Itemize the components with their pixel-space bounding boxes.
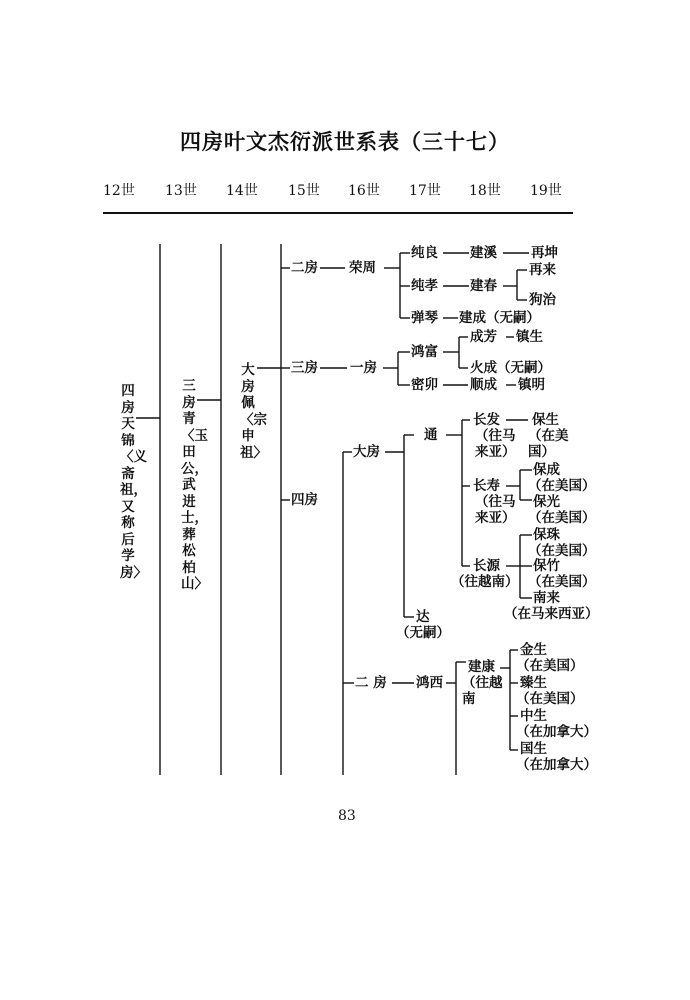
person-da: 达 xyxy=(416,609,430,625)
person-bao-guang: 保光 xyxy=(533,494,560,510)
person-zai-lai: 再来 xyxy=(529,262,556,278)
person-qing: 三房青〈玉田公，武进士，葬松柏山〉 xyxy=(181,378,208,592)
generation-header: 19世 xyxy=(530,183,562,199)
branch-si-fang: 四房 xyxy=(291,492,318,508)
person-bao-sheng: 保生 xyxy=(532,412,559,428)
person-zhen-sheng: 镇生 xyxy=(516,329,543,345)
generation-header: 17世 xyxy=(409,183,441,199)
person-zhong-sheng-note: （在加拿大） xyxy=(516,724,597,740)
generation-header: 13世 xyxy=(165,183,197,199)
person-chang-shou-note: （往马来亚） xyxy=(475,494,516,526)
person-cheng-fang: 成芳 xyxy=(470,329,497,345)
person-jian-xi: 建溪 xyxy=(470,245,497,261)
person-chang-yuan-note: （往越南） xyxy=(451,574,519,590)
person-zhen-ming: 镇明 xyxy=(518,377,545,393)
generation-header: 15世 xyxy=(288,183,320,199)
person-bao-zhu-2-note: （在美国） xyxy=(528,574,596,590)
person-jin-sheng-note: （在美国） xyxy=(516,658,584,674)
person-zai-kun: 再坤 xyxy=(531,245,558,261)
person-nan-lai: 南来 xyxy=(533,590,560,606)
person-bao-cheng-note: （在美国） xyxy=(528,478,596,494)
person-chang-shou: 长寿 xyxy=(473,478,500,494)
generation-header: 18世 xyxy=(469,183,501,199)
generation-header: 16世 xyxy=(348,183,380,199)
person-jian-kang-note: （往越南 xyxy=(462,675,503,707)
person-bao-zhu-note: （在美国） xyxy=(528,543,596,559)
person-dan-qin: 弹琴 xyxy=(411,310,438,326)
page-number: 83 xyxy=(338,808,356,824)
person-zhen-sheng-2-note: （在美国） xyxy=(516,691,584,707)
person-bao-sheng-note: （在美国） xyxy=(528,428,569,460)
person-jian-cheng: 建成（无嗣） xyxy=(459,310,540,326)
person-bao-zhu: 保珠 xyxy=(533,527,560,543)
branch-da-fang: 大房 xyxy=(353,444,380,460)
person-pei: 大房佩〈宗申祖〉 xyxy=(240,362,267,461)
person-shun-cheng: 顺成 xyxy=(470,377,497,393)
branch-san-fang: 三房 xyxy=(291,360,318,376)
person-bao-guang-note: （在美国） xyxy=(528,510,596,526)
person-mi-mao: 密卯 xyxy=(411,377,438,393)
person-jin-sheng: 金生 xyxy=(520,642,547,658)
person-guo-sheng: 国生 xyxy=(520,741,547,757)
person-da-note: （无嗣） xyxy=(396,625,450,641)
generation-header: 14世 xyxy=(226,183,258,199)
person-chun-xiao: 纯孝 xyxy=(411,278,438,294)
person-hong-xi: 鸿西 xyxy=(416,675,443,691)
person-zhen-sheng-2: 臻生 xyxy=(520,675,547,691)
generation-header: 12世 xyxy=(103,183,135,199)
branch-er-fang-2: 二 房 xyxy=(355,675,387,691)
page-title: 四房叶文杰衍派世系表（三十七） xyxy=(180,129,510,154)
person-zhong-sheng: 中生 xyxy=(520,708,547,724)
person-jian-chun: 建春 xyxy=(470,278,497,294)
person-tian-jin: 四房天锦〈义斋祖，又称后学房〉 xyxy=(120,383,147,581)
person-guo-sheng-note: （在加拿大） xyxy=(516,757,597,773)
branch-er-fang: 二房 xyxy=(291,260,318,276)
branch-yi-fang: 一房 xyxy=(350,360,377,376)
person-chang-yuan: 长源 xyxy=(473,558,500,574)
person-chang-fa: 长发 xyxy=(473,412,500,428)
person-hong-fu: 鸿富 xyxy=(411,344,438,360)
person-gou-zhi: 狗治 xyxy=(529,292,556,308)
person-huo-cheng: 火成（无嗣） xyxy=(470,360,551,376)
person-rong-zhou: 荣周 xyxy=(349,260,376,276)
person-bao-zhu-2: 保竹 xyxy=(533,558,560,574)
person-nan-lai-note: （在马来西亚） xyxy=(504,606,599,622)
person-chun-liang: 纯良 xyxy=(411,245,438,261)
person-chang-fa-note: （往马来亚） xyxy=(475,428,516,460)
person-bao-cheng: 保成 xyxy=(533,462,560,478)
person-tong: 通 xyxy=(424,427,438,443)
person-jian-kang: 建康 xyxy=(468,659,495,675)
